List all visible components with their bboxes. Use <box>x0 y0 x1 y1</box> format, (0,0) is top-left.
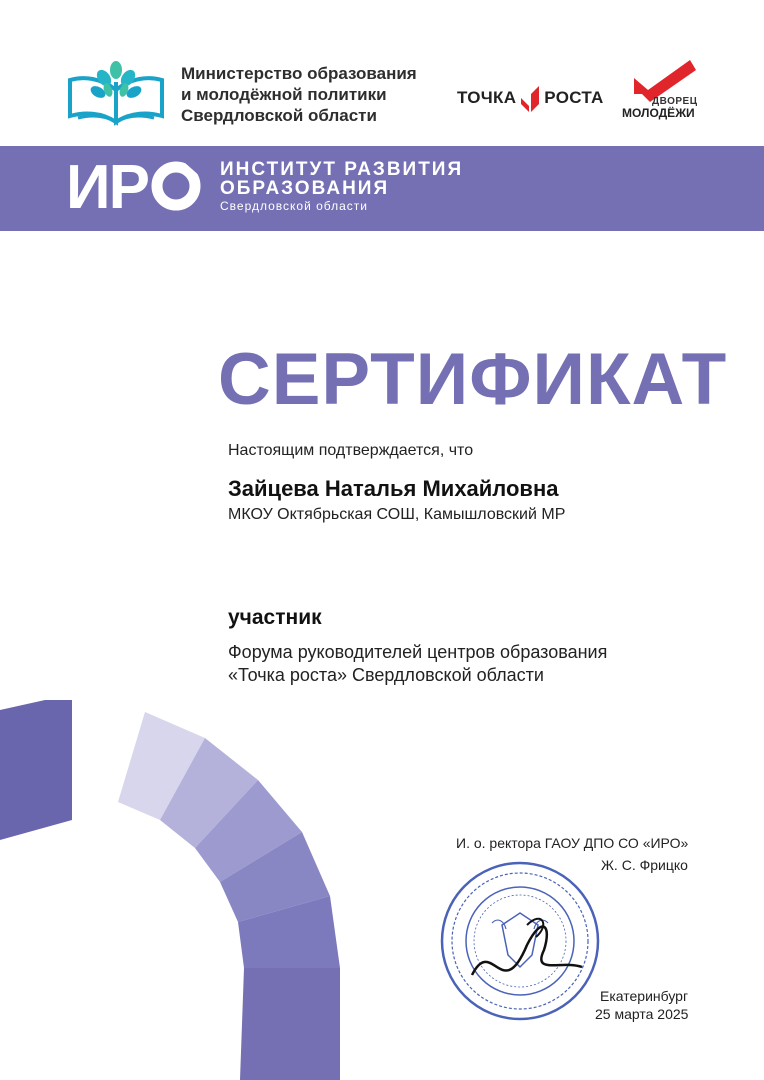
ministry-name <box>181 63 461 126</box>
recipient-organization: МКОУ Октябрьская СОШ, Камышловский МР <box>228 506 566 523</box>
event-line-2: «Точка роста» Свердловской области <box>228 665 544 685</box>
city: Екатеринбург <box>600 988 689 1004</box>
iro-o-icon <box>150 160 202 212</box>
event-line-1: Форума руководителей центров образования <box>228 642 608 662</box>
tochka-left-text: ТОЧКА <box>457 88 517 107</box>
decorative-arc-icon <box>0 700 340 1080</box>
certificate-title: СЕРТИФИКАТ <box>218 339 728 420</box>
ministry-line-2: и молодёжной политики <box>181 85 387 104</box>
recipient-role: участник <box>228 606 322 629</box>
signatory-position: И. о. ректора ГАОУ ДПО СО «ИРО» <box>456 835 689 851</box>
iro-abbreviation: ИР <box>66 153 148 222</box>
tochka-right-text: РОСТА <box>544 88 604 107</box>
issue-date: 25 марта 2025 <box>595 1006 689 1022</box>
tochka-rosta-logo <box>457 84 604 112</box>
tochka-rosta-mark-icon <box>519 84 541 112</box>
ministry-logo-icon <box>66 60 166 130</box>
iro-subtitle: Свердловской области <box>220 199 369 213</box>
signatory-name: Ж. С. Фрицко <box>601 857 688 873</box>
recipient-name: Зайцева Наталья Михайловна <box>228 476 559 501</box>
iro-title-line-2: ОБРАЗОВАНИЯ <box>220 178 390 199</box>
ministry-line-3: Свердловской области <box>181 106 377 125</box>
dvorets-line-1: ДВОРЕЦ <box>652 96 698 107</box>
official-stamp-icon <box>432 855 612 1025</box>
ministry-line-1: Министерство образования <box>181 64 417 83</box>
confirm-text: Настоящим подтверждается, что <box>228 442 474 459</box>
iro-title-line-1: ИНСТИТУТ РАЗВИТИЯ <box>220 159 464 180</box>
dvorets-line-2: МОЛОДЁЖИ <box>622 106 695 120</box>
